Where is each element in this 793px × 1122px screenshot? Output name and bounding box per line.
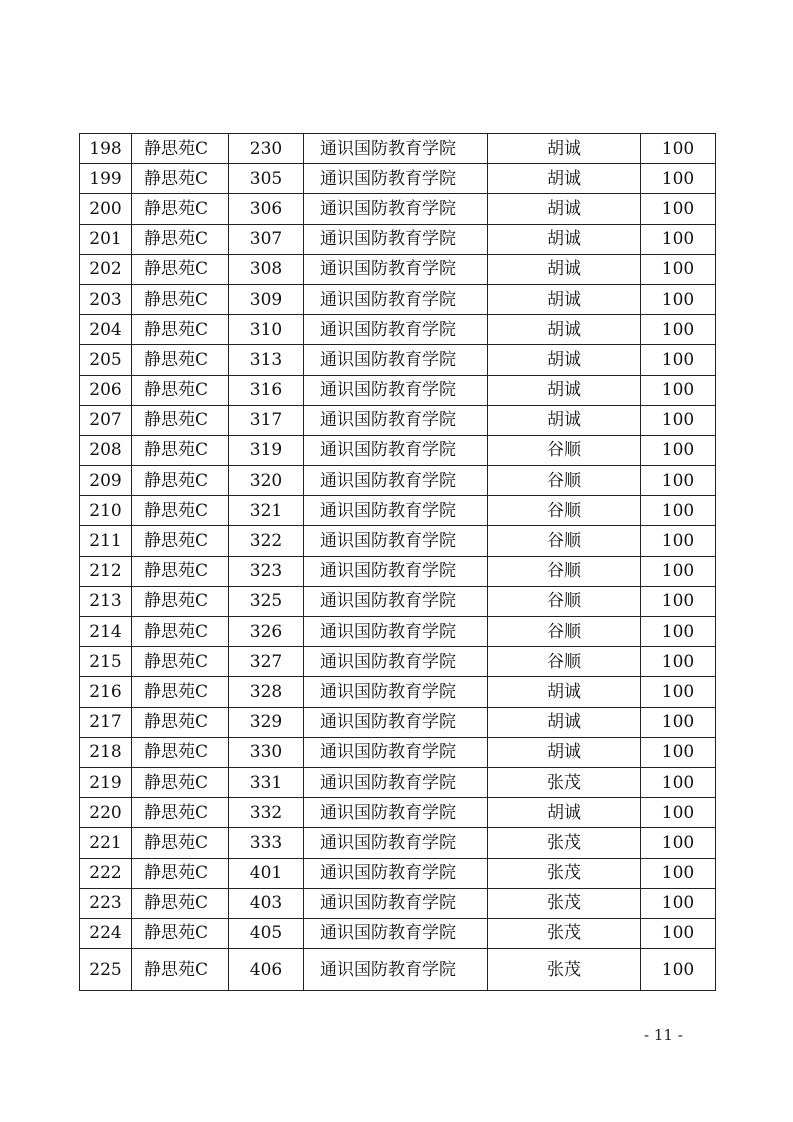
- row-index-cell: 212: [80, 556, 132, 586]
- college-cell: 通识国防教育学院: [304, 888, 488, 918]
- table-row: [80, 858, 716, 888]
- room-cell: 320: [229, 466, 304, 496]
- row-index-cell: 208: [80, 435, 132, 465]
- row-index-cell: 211: [80, 526, 132, 556]
- inspector-name-cell: 胡诚: [488, 375, 641, 405]
- building-cell: 静思苑C: [132, 737, 229, 767]
- building-cell: 静思苑C: [132, 224, 229, 254]
- inspector-name-cell: 胡诚: [488, 677, 641, 707]
- score-cell: 100: [641, 888, 716, 918]
- room-cell: 319: [229, 435, 304, 465]
- row-index-cell: 202: [80, 254, 132, 284]
- score-cell: 100: [641, 496, 716, 526]
- college-cell: 通识国防教育学院: [304, 949, 488, 991]
- building-cell: 静思苑C: [132, 194, 229, 224]
- score-cell: 100: [641, 254, 716, 284]
- table-row: [80, 405, 716, 435]
- room-cell: 328: [229, 677, 304, 707]
- inspector-name-cell: 胡诚: [488, 405, 641, 435]
- college-cell: 通识国防教育学院: [304, 405, 488, 435]
- inspector-name-cell: 胡诚: [488, 345, 641, 375]
- table-row: [80, 617, 716, 647]
- room-cell: 405: [229, 918, 304, 948]
- score-cell: 100: [641, 345, 716, 375]
- table-row: [80, 556, 716, 586]
- row-index-cell: 220: [80, 798, 132, 828]
- college-cell: 通识国防教育学院: [304, 375, 488, 405]
- score-cell: 100: [641, 617, 716, 647]
- college-cell: 通识国防教育学院: [304, 284, 488, 314]
- table-row: [80, 284, 716, 314]
- inspector-name-cell: 谷顺: [488, 435, 641, 465]
- row-index-cell: 210: [80, 496, 132, 526]
- score-cell: 100: [641, 647, 716, 677]
- score-cell: 100: [641, 707, 716, 737]
- room-cell: 308: [229, 254, 304, 284]
- college-cell: 通识国防教育学院: [304, 345, 488, 375]
- building-cell: 静思苑C: [132, 164, 229, 194]
- score-cell: 100: [641, 435, 716, 465]
- building-cell: 静思苑C: [132, 707, 229, 737]
- inspector-name-cell: 胡诚: [488, 707, 641, 737]
- table-body: [80, 134, 716, 991]
- inspector-name-cell: 胡诚: [488, 284, 641, 314]
- row-index-cell: 203: [80, 284, 132, 314]
- inspector-name-cell: 谷顺: [488, 556, 641, 586]
- inspector-name-cell: 谷顺: [488, 586, 641, 616]
- college-cell: 通识国防教育学院: [304, 194, 488, 224]
- score-cell: 100: [641, 284, 716, 314]
- building-cell: 静思苑C: [132, 798, 229, 828]
- row-index-cell: 224: [80, 918, 132, 948]
- table-row: [80, 737, 716, 767]
- inspector-name-cell: 谷顺: [488, 647, 641, 677]
- score-cell: 100: [641, 677, 716, 707]
- college-cell: 通识国防教育学院: [304, 526, 488, 556]
- inspector-name-cell: 胡诚: [488, 224, 641, 254]
- college-cell: 通识国防教育学院: [304, 134, 488, 164]
- inspector-name-cell: 张茂: [488, 888, 641, 918]
- room-cell: 326: [229, 617, 304, 647]
- inspector-name-cell: 胡诚: [488, 315, 641, 345]
- row-index-cell: 222: [80, 858, 132, 888]
- college-cell: 通识国防教育学院: [304, 496, 488, 526]
- building-cell: 静思苑C: [132, 496, 229, 526]
- room-cell: 327: [229, 647, 304, 677]
- score-cell: 100: [641, 918, 716, 948]
- college-cell: 通识国防教育学院: [304, 828, 488, 858]
- score-cell: 100: [641, 405, 716, 435]
- table-row: [80, 315, 716, 345]
- table-row: [80, 798, 716, 828]
- table-row: [80, 345, 716, 375]
- room-cell: 332: [229, 798, 304, 828]
- table-row: [80, 647, 716, 677]
- row-index-cell: 217: [80, 707, 132, 737]
- building-cell: 静思苑C: [132, 254, 229, 284]
- building-cell: 静思苑C: [132, 435, 229, 465]
- row-index-cell: 219: [80, 767, 132, 797]
- room-cell: 322: [229, 526, 304, 556]
- row-index-cell: 218: [80, 737, 132, 767]
- building-cell: 静思苑C: [132, 466, 229, 496]
- row-index-cell: 205: [80, 345, 132, 375]
- building-cell: 静思苑C: [132, 828, 229, 858]
- score-cell: 100: [641, 526, 716, 556]
- college-cell: 通识国防教育学院: [304, 435, 488, 465]
- row-index-cell: 206: [80, 375, 132, 405]
- inspector-name-cell: 谷顺: [488, 526, 641, 556]
- score-cell: 100: [641, 164, 716, 194]
- college-cell: 通识国防教育学院: [304, 767, 488, 797]
- inspector-name-cell: 谷顺: [488, 496, 641, 526]
- room-cell: 401: [229, 858, 304, 888]
- room-cell: 331: [229, 767, 304, 797]
- table-row: [80, 677, 716, 707]
- college-cell: 通识国防教育学院: [304, 617, 488, 647]
- row-index-cell: 221: [80, 828, 132, 858]
- table-row: [80, 767, 716, 797]
- college-cell: 通识国防教育学院: [304, 254, 488, 284]
- building-cell: 静思苑C: [132, 134, 229, 164]
- table-row: [80, 164, 716, 194]
- table-row: [80, 918, 716, 948]
- row-index-cell: 207: [80, 405, 132, 435]
- table-row: [80, 224, 716, 254]
- inspector-name-cell: 谷顺: [488, 466, 641, 496]
- table-row: [80, 375, 716, 405]
- college-cell: 通识国防教育学院: [304, 737, 488, 767]
- inspector-name-cell: 胡诚: [488, 194, 641, 224]
- table-row: [80, 707, 716, 737]
- building-cell: 静思苑C: [132, 345, 229, 375]
- table-row: [80, 254, 716, 284]
- inspector-name-cell: 胡诚: [488, 164, 641, 194]
- inspector-name-cell: 胡诚: [488, 134, 641, 164]
- table-row: [80, 466, 716, 496]
- records-table: [79, 133, 716, 991]
- room-cell: 333: [229, 828, 304, 858]
- college-cell: 通识国防教育学院: [304, 164, 488, 194]
- score-cell: 100: [641, 224, 716, 254]
- building-cell: 静思苑C: [132, 677, 229, 707]
- college-cell: 通识国防教育学院: [304, 677, 488, 707]
- score-cell: 100: [641, 466, 716, 496]
- room-cell: 330: [229, 737, 304, 767]
- room-cell: 321: [229, 496, 304, 526]
- score-cell: 100: [641, 737, 716, 767]
- score-cell: 100: [641, 949, 716, 991]
- table-row: [80, 828, 716, 858]
- score-cell: 100: [641, 375, 716, 405]
- score-cell: 100: [641, 798, 716, 828]
- room-cell: 313: [229, 345, 304, 375]
- building-cell: 静思苑C: [132, 858, 229, 888]
- building-cell: 静思苑C: [132, 556, 229, 586]
- score-cell: 100: [641, 134, 716, 164]
- inspector-name-cell: 胡诚: [488, 737, 641, 767]
- building-cell: 静思苑C: [132, 617, 229, 647]
- inspector-name-cell: 胡诚: [488, 254, 641, 284]
- room-cell: 317: [229, 405, 304, 435]
- building-cell: 静思苑C: [132, 315, 229, 345]
- inspector-name-cell: 张茂: [488, 858, 641, 888]
- college-cell: 通识国防教育学院: [304, 224, 488, 254]
- college-cell: 通识国防教育学院: [304, 647, 488, 677]
- room-cell: 307: [229, 224, 304, 254]
- inspector-name-cell: 张茂: [488, 918, 641, 948]
- table-row: [80, 194, 716, 224]
- table-row: [80, 526, 716, 556]
- table-row: [80, 496, 716, 526]
- row-index-cell: 199: [80, 164, 132, 194]
- room-cell: 325: [229, 586, 304, 616]
- inspector-name-cell: 张茂: [488, 828, 641, 858]
- building-cell: 静思苑C: [132, 586, 229, 616]
- room-cell: 403: [229, 888, 304, 918]
- room-cell: 230: [229, 134, 304, 164]
- score-cell: 100: [641, 194, 716, 224]
- college-cell: 通识国防教育学院: [304, 707, 488, 737]
- building-cell: 静思苑C: [132, 647, 229, 677]
- inspector-name-cell: 张茂: [488, 767, 641, 797]
- score-cell: 100: [641, 586, 716, 616]
- score-cell: 100: [641, 858, 716, 888]
- building-cell: 静思苑C: [132, 526, 229, 556]
- building-cell: 静思苑C: [132, 405, 229, 435]
- room-cell: 406: [229, 949, 304, 991]
- building-cell: 静思苑C: [132, 284, 229, 314]
- score-cell: 100: [641, 556, 716, 586]
- row-index-cell: 216: [80, 677, 132, 707]
- score-cell: 100: [641, 767, 716, 797]
- row-index-cell: 223: [80, 888, 132, 918]
- table-row: [80, 888, 716, 918]
- room-cell: 306: [229, 194, 304, 224]
- room-cell: 310: [229, 315, 304, 345]
- table-row: [80, 949, 716, 991]
- building-cell: 静思苑C: [132, 888, 229, 918]
- room-cell: 329: [229, 707, 304, 737]
- college-cell: 通识国防教育学院: [304, 466, 488, 496]
- building-cell: 静思苑C: [132, 767, 229, 797]
- row-index-cell: 225: [80, 949, 132, 991]
- room-cell: 305: [229, 164, 304, 194]
- room-cell: 323: [229, 556, 304, 586]
- college-cell: 通识国防教育学院: [304, 315, 488, 345]
- row-index-cell: 213: [80, 586, 132, 616]
- room-cell: 309: [229, 284, 304, 314]
- row-index-cell: 204: [80, 315, 132, 345]
- building-cell: 静思苑C: [132, 375, 229, 405]
- score-cell: 100: [641, 828, 716, 858]
- row-index-cell: 215: [80, 647, 132, 677]
- row-index-cell: 209: [80, 466, 132, 496]
- college-cell: 通识国防教育学院: [304, 918, 488, 948]
- college-cell: 通识国防教育学院: [304, 798, 488, 828]
- college-cell: 通识国防教育学院: [304, 586, 488, 616]
- inspector-name-cell: 胡诚: [488, 798, 641, 828]
- table-row: [80, 586, 716, 616]
- college-cell: 通识国防教育学院: [304, 858, 488, 888]
- room-cell: 316: [229, 375, 304, 405]
- college-cell: 通识国防教育学院: [304, 556, 488, 586]
- score-cell: 100: [641, 315, 716, 345]
- building-cell: 静思苑C: [132, 918, 229, 948]
- table-row: [80, 435, 716, 465]
- row-index-cell: 201: [80, 224, 132, 254]
- row-index-cell: 214: [80, 617, 132, 647]
- building-cell: 静思苑C: [132, 949, 229, 991]
- row-index-cell: 200: [80, 194, 132, 224]
- table-row: [80, 134, 716, 164]
- inspector-name-cell: 张茂: [488, 949, 641, 991]
- inspector-name-cell: 谷顺: [488, 617, 641, 647]
- page-number: - 11 -: [644, 1026, 683, 1044]
- row-index-cell: 198: [80, 134, 132, 164]
